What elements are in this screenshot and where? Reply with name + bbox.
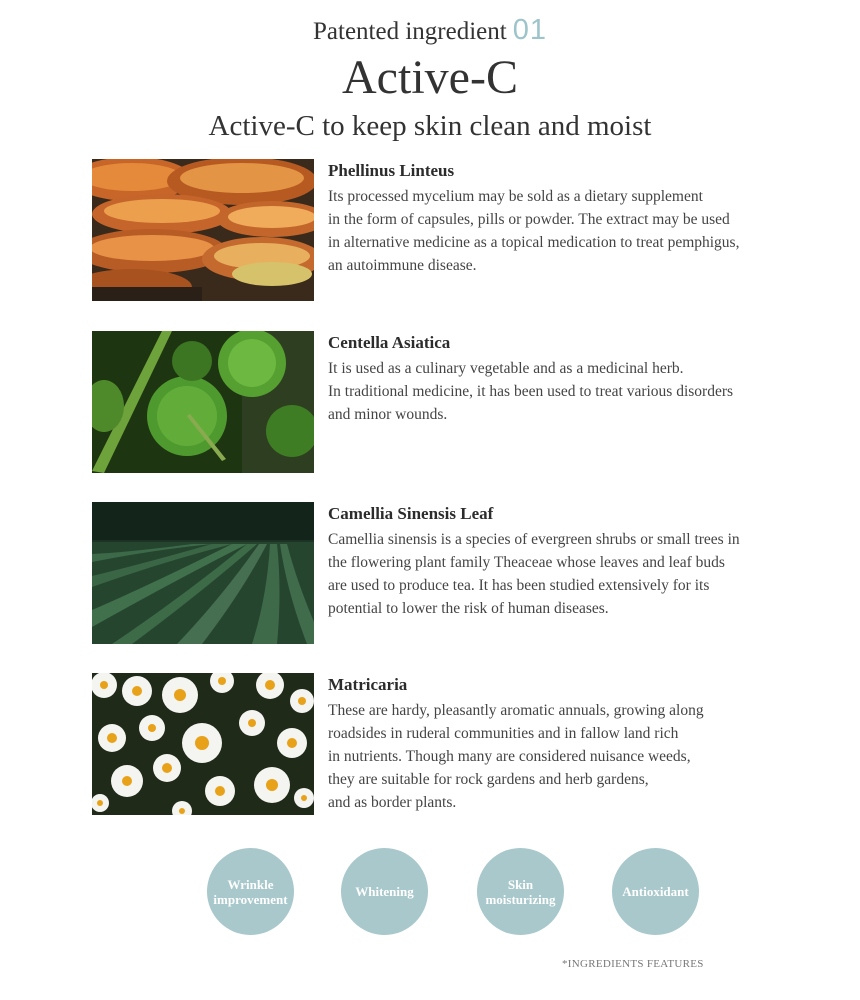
ingredient-description: Camellia sinensis is a species of evergreen shrubs or small trees in the flowering plant family Theaceae whose leaves and leaf buds are used to produce tea. It has been studied extensively for its potential to lower the risk of human diseases. (328, 531, 740, 617)
ingredient-number: 01 (512, 14, 547, 46)
ingredient-item (92, 331, 792, 473)
chamomile-photo (92, 673, 314, 815)
tea-field-photo (92, 502, 314, 644)
eyebrow-label: Patented ingredient (313, 18, 507, 45)
ingredient-description: It is used as a culinary vegetable and as a medicinal herb. In traditional medicine, it has been used to treat various disorders and minor wounds. (328, 360, 734, 423)
mushroom-photo (92, 159, 314, 301)
ingredient-text (328, 673, 798, 814)
feature-list (205, 848, 705, 938)
ingredient-name: Phellinus Linteus (328, 161, 455, 180)
ingredient-text (328, 502, 798, 620)
ingredient-description: These are hardy, pleasantly aromatic annuals, growing along roadsides in ruderal communities and in fallow land rich in nutrients. Though many are considered nuisance weeds, they are suitable for rock gardens and herb gardens, and as border plants. (328, 702, 704, 811)
ingredient-item (92, 502, 792, 644)
feature-badge-whitening: Whitening (341, 848, 428, 935)
ingredient-name: Centella Asiatica (328, 333, 451, 352)
eyebrow (0, 14, 860, 47)
page-title: Active-C (342, 51, 518, 104)
ingredient-description: Its processed mycelium may be sold as a dietary supplement in the form of capsules, pills or powder. The extract may be used in alternative medicine as a topical medication to treat pemphigus, an autoimmune disease. (328, 188, 740, 274)
ingredient-item (92, 159, 792, 301)
page-subtitle: Active-C to keep skin clean and moist (208, 110, 652, 142)
ingredient-text (328, 331, 798, 426)
ingredient-name: Camellia Sinensis Leaf (328, 504, 494, 523)
centella-leaf-photo (92, 331, 314, 473)
feature-badge-wrinkle: Wrinkle improvement (207, 848, 294, 935)
feature-badge-moisturizing: Skin moisturizing (477, 848, 564, 935)
ingredient-text (328, 159, 798, 277)
ingredient-name: Matricaria (328, 675, 408, 694)
feature-badge-antioxidant: Antioxidant (612, 848, 699, 935)
ingredient-item (92, 673, 792, 815)
footnote: *INGREDIENTS FEATURES (562, 958, 704, 970)
